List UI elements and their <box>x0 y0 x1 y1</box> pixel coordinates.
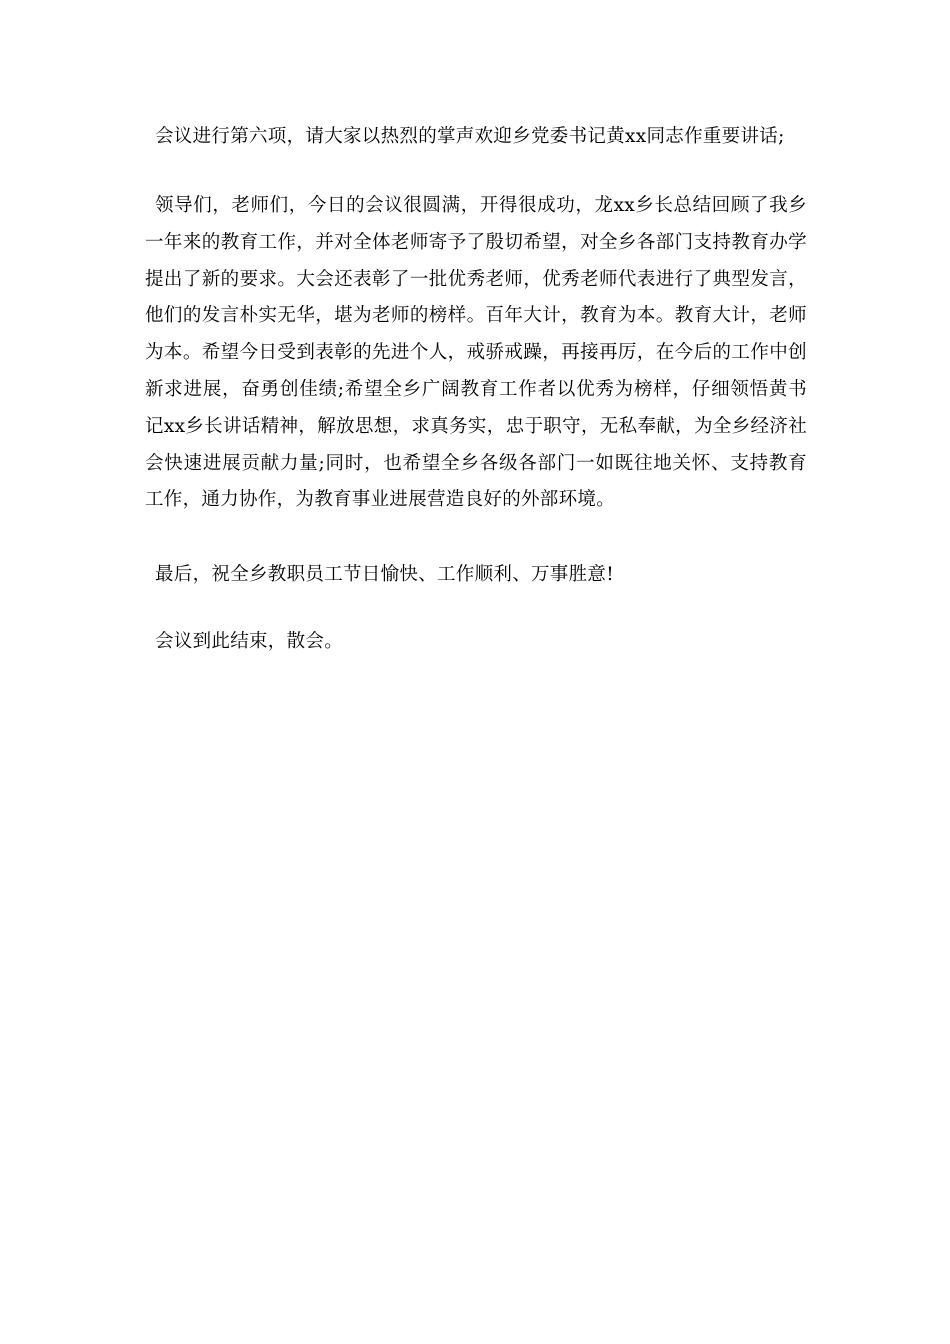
paragraph-closing-wishes: 最后，祝全乡教职员工节日愉快、工作顺利、万事胜意! <box>155 564 614 585</box>
paragraph-summary: 领导们，老师们，今日的会议很圆满，开得很成功，龙xx乡长总结回顾了我乡一年来的教育工作，并对全体老师寄予了殷切希望，对全乡各部门支持教育办学提出了新的要求。大会还表彰了一批优秀老师，优秀老师代表进行了典型发言，他们的发言朴实无华，堪为老师的榜样。百年大计，教育为本。教育大计，老师为本。希望今日受到表彰的先进个人，戒骄戒躁，再接再厉，在今后的工作中创新求进展，奋勇创佳绩;希望全乡广阔教育工作者以优秀为榜样，仔细领悟黄书记xx乡长讲话精神，解放思想，求真务实，忠于职守，无私奉献，为全乡经济社会快速进展贡献力量;同时，也希望全乡各级各部门一如既往地关怀、支持教育工作，通力协作，为教育事业进展营造良好的外部环境。 <box>145 195 807 511</box>
paragraph-agenda-item: 会议进行第六项，请大家以热烈的掌声欢迎乡党委书记黄xx同志作重要讲话; <box>155 126 785 147</box>
paragraph-adjournment: 会议到此结束，散会。 <box>155 631 344 652</box>
